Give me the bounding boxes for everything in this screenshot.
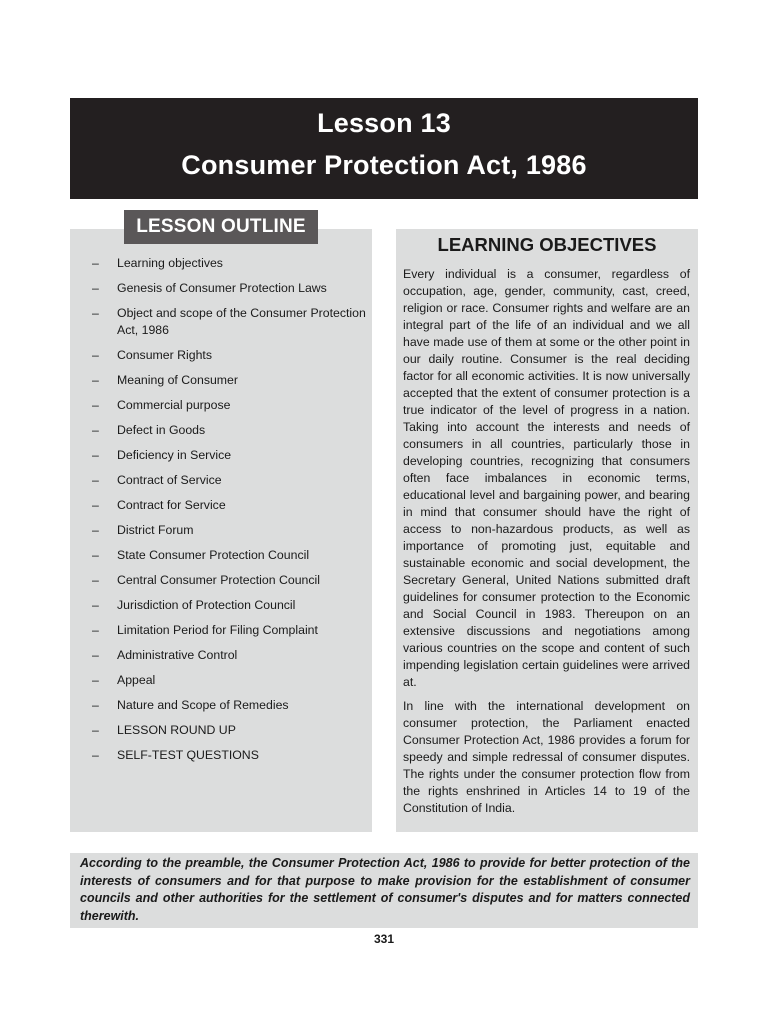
outline-bullet: – <box>92 597 99 612</box>
outline-item-label: LESSON ROUND UP <box>117 722 236 737</box>
outline-bullet: – <box>92 347 99 362</box>
outline-item <box>92 447 374 464</box>
outline-item <box>92 497 374 514</box>
outline-item <box>92 547 374 564</box>
learning-objectives-heading: LEARNING OBJECTIVES <box>437 234 657 255</box>
outline-item <box>92 280 374 297</box>
outline-item-label: Limitation Period for Filing Complaint <box>117 622 318 637</box>
lesson-outline-list <box>92 255 374 771</box>
objectives-paragraph: In line with the international development on consumer protection, the Parliament enacted Consumer Protection Act, 1986 provides a forum for speedy and simple redressal of consumer disputes. The rights under the consumer protection flow from the rights enshrined in Articles 14 to 19 of the Constitution of India. <box>403 699 690 815</box>
outline-bullet: – <box>92 522 99 537</box>
objectives-paragraph: Every individual is a consumer, regardless of occupation, age, gender, community, cast, creed, religion or race. Consumer rights and welfare are an integral part of the life of an individual and we all have made use of them at some or the other point in our daily routine. Consumer is the real deciding factor for all economic activities. It is now universally accepted that the extent of consumer protection is a true indicator of the level of progress in a nation. Taking into account the interests and needs of consumers in all countries, particularly those in developing countries, recognizing that consumers often face imbalances in economic terms, educational level and bargaining power, and bearing in mind that consumer should have the right of access to non-hazardous products, as well as importance of promoting just, equitable and sustainable economic and social development, the Secretary General, United Nations submitted draft guidelines for consumer protection to the Economic and Social Council in 1983. Thereupon on an extensive discussions and negotiations among various countries on the scope and content of such impending legislation certain guidelines were arrived at. <box>403 267 690 689</box>
outline-item <box>92 672 374 689</box>
outline-item-label: Contract for Service <box>117 497 226 512</box>
outline-item <box>92 472 374 489</box>
outline-item-label: State Consumer Protection Council <box>117 547 310 562</box>
outline-item-label: District Forum <box>117 522 194 537</box>
outline-bullet: – <box>92 722 99 737</box>
learning-objectives-panel <box>396 229 698 832</box>
outline-item-label: Administrative Control <box>117 647 238 662</box>
outline-bullet: – <box>92 672 99 687</box>
outline-item <box>92 697 374 714</box>
lesson-outline-panel <box>70 229 372 832</box>
outline-item <box>92 747 374 764</box>
outline-bullet: – <box>92 747 99 762</box>
outline-item <box>92 397 374 414</box>
outline-item-label: Learning objectives <box>117 256 223 270</box>
preamble-text: According to the preamble, the Consumer Protection Act, 1986 to provide for better protection of the interests of consumers and for that purpose to make provision for the establishment of consumer councils and other authorities for the settlement of consumer's disputes and for matters connected therewith. <box>80 856 690 923</box>
lesson-outline-heading: LESSON OUTLINE <box>124 210 318 244</box>
lesson-title: Consumer Protection Act, 1986 <box>181 150 587 180</box>
outline-bullet: – <box>92 472 99 487</box>
outline-item <box>92 522 374 539</box>
outline-bullet: – <box>92 622 99 637</box>
outline-item-label: Object and scope of the Consumer Protection Act, 1986 <box>117 305 366 337</box>
outline-item-label: Nature and Scope of Remedies <box>117 697 289 712</box>
outline-bullet: – <box>92 372 99 387</box>
learning-objectives-body <box>403 266 690 824</box>
outline-item-label: Appeal <box>117 672 156 687</box>
outline-bullet: – <box>92 447 99 462</box>
outline-item-label: Contract of Service <box>117 472 222 487</box>
outline-item-label: Deficiency in Service <box>117 447 232 462</box>
page-number: 331 <box>373 932 395 946</box>
outline-bullet: – <box>92 572 99 587</box>
outline-bullet: – <box>92 256 99 270</box>
outline-item <box>92 597 374 614</box>
outline-item-label: Meaning of Consumer <box>117 372 238 387</box>
lesson-number: Lesson 13 <box>317 108 451 138</box>
outline-item <box>92 647 374 664</box>
outline-item <box>92 572 374 589</box>
outline-item <box>92 372 374 389</box>
lesson-title-banner <box>70 98 698 199</box>
outline-item <box>92 722 374 739</box>
outline-bullet: – <box>92 497 99 512</box>
outline-item-label: SELF-TEST QUESTIONS <box>117 747 259 762</box>
outline-item-label: Commercial purpose <box>117 397 231 412</box>
outline-bullet: – <box>92 280 99 295</box>
outline-item-label: Genesis of Consumer Protection Laws <box>117 280 327 295</box>
outline-item <box>92 622 374 639</box>
preamble-panel <box>70 853 698 928</box>
outline-item-label: Central Consumer Protection Council <box>117 572 320 587</box>
outline-item <box>92 347 374 364</box>
outline-item <box>92 422 374 439</box>
outline-item-label: Defect in Goods <box>117 422 206 437</box>
outline-bullet: – <box>92 397 99 412</box>
outline-bullet: – <box>92 647 99 662</box>
outline-bullet: – <box>92 697 99 712</box>
outline-item-label: Jurisdiction of Protection Council <box>117 597 296 612</box>
outline-bullet: – <box>92 422 99 437</box>
outline-item <box>92 255 374 272</box>
outline-item <box>92 305 374 339</box>
outline-bullet: – <box>92 547 99 562</box>
outline-bullet: – <box>92 305 99 320</box>
outline-item-label: Consumer Rights <box>117 347 212 362</box>
